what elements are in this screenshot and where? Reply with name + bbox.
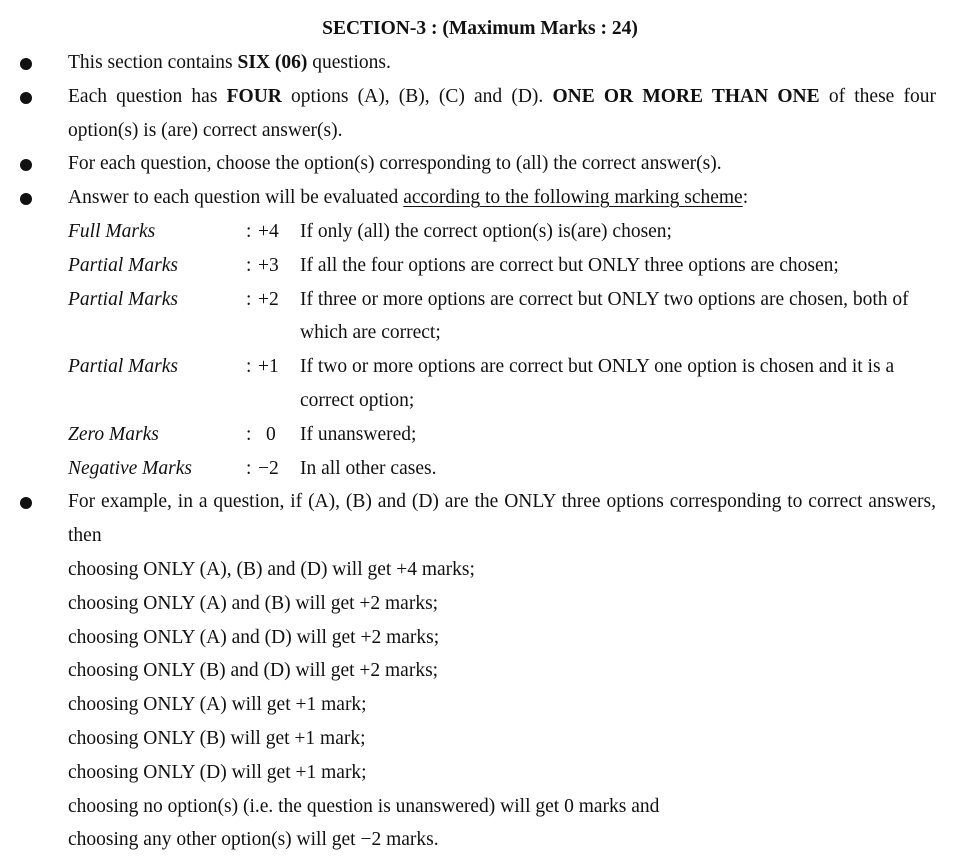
example-intro: For example, in a question, if (A), (B) and (D) are the ONLY three options corresponding to correct answers, then [68, 491, 936, 547]
instruction-1-post: questions. [307, 52, 391, 73]
marking-scheme-row [68, 418, 936, 452]
scheme-label: Partial Marks [68, 254, 178, 276]
section-title: SECTION-3 : (Maximum Marks : 24) [322, 18, 638, 39]
scheme-colon: : [246, 423, 252, 445]
scheme-description: If only (all) the correct option(s) is(are) chosen; [300, 220, 672, 242]
instruction-2-bold-1: FOUR [226, 85, 282, 107]
instruction-item-1 [0, 46, 960, 80]
scheme-description: If all the four options are correct but ONLY three options are chosen; [300, 254, 839, 276]
instructions-page [0, 12, 960, 857]
example-line: choosing ONLY (A) and (D) will get +2 marks; [68, 626, 440, 648]
scheme-label: Negative Marks [68, 457, 193, 479]
example-lines [0, 553, 960, 857]
instruction-2-mid: options (A), (B), (C) and (D). [281, 85, 553, 107]
example-line: choosing ONLY (A) will get +1 mark; [68, 694, 367, 716]
scheme-value: +2 [258, 288, 279, 310]
example-line: choosing ONLY (B) will get +1 mark; [68, 727, 366, 749]
bullet-icon [20, 92, 32, 104]
scheme-description: In all other cases. [300, 457, 437, 479]
scheme-value: +1 [258, 356, 279, 378]
scheme-colon: : [246, 220, 252, 242]
instruction-2-bold-2: ONE OR MORE THAN ONE [552, 85, 820, 107]
instruction-item-3 [0, 147, 960, 181]
marking-scheme [0, 215, 960, 485]
bullet-icon [20, 497, 32, 509]
scheme-value: +4 [258, 220, 279, 242]
instruction-4-pre: Answer to each question will be evaluated [68, 187, 404, 209]
example-intro-item [0, 485, 960, 553]
example-line: choosing ONLY (A), (B) and (D) will get +4 marks; [68, 558, 475, 580]
scheme-description: If two or more options are correct but ONLY one option is chosen and it is a correct option; [300, 356, 895, 411]
scheme-colon: : [246, 288, 252, 310]
scheme-value: 0 [266, 423, 276, 445]
scheme-description: If unanswered; [300, 423, 417, 445]
scheme-label: Partial Marks [68, 288, 178, 310]
example-line: choosing ONLY (D) will get +1 mark; [68, 761, 367, 783]
scheme-colon: : [246, 457, 252, 479]
instruction-2-post: of these four option(s) is (are) correct answer(s). [68, 85, 936, 141]
scheme-description: If three or more options are correct but ONLY two options are chosen, both of which are correct; [300, 288, 909, 344]
marking-scheme-row [68, 215, 936, 249]
scheme-colon: : [246, 254, 252, 276]
bullet-icon [20, 159, 32, 171]
instruction-4-underlined: according to the following marking scheme [403, 187, 743, 209]
instruction-2-pre: Each question has [68, 85, 227, 107]
marking-scheme-row [68, 283, 936, 351]
instruction-item-4 [0, 181, 960, 215]
marking-scheme-row [68, 452, 936, 486]
bullet-icon [20, 193, 32, 205]
instruction-3-text: For each question, choose the option(s) corresponding to (all) the correct answer(s). [68, 153, 722, 175]
scheme-label: Zero Marks [68, 423, 159, 445]
example-line: choosing any other option(s) will get −2 marks. [68, 829, 439, 851]
bullet-icon [20, 58, 32, 70]
instruction-item-2 [0, 80, 960, 148]
scheme-value: −2 [258, 457, 279, 479]
scheme-value: +3 [258, 254, 279, 276]
scheme-label: Partial Marks [68, 356, 178, 378]
instruction-1-pre: This section contains [68, 52, 238, 73]
scheme-label: Full Marks [68, 220, 156, 242]
marking-scheme-row [68, 350, 936, 418]
example-line: choosing no option(s) (i.e. the question is unanswered) will get 0 marks and [68, 795, 660, 817]
instruction-1-bold: SIX (06) [237, 52, 308, 73]
example-line: choosing ONLY (B) and (D) will get +2 marks; [68, 660, 439, 682]
marking-scheme-row [68, 249, 936, 283]
example-line: choosing ONLY (A) and (B) will get +2 marks; [68, 592, 439, 614]
instruction-4-post: : [742, 187, 749, 209]
scheme-colon: : [246, 356, 252, 378]
